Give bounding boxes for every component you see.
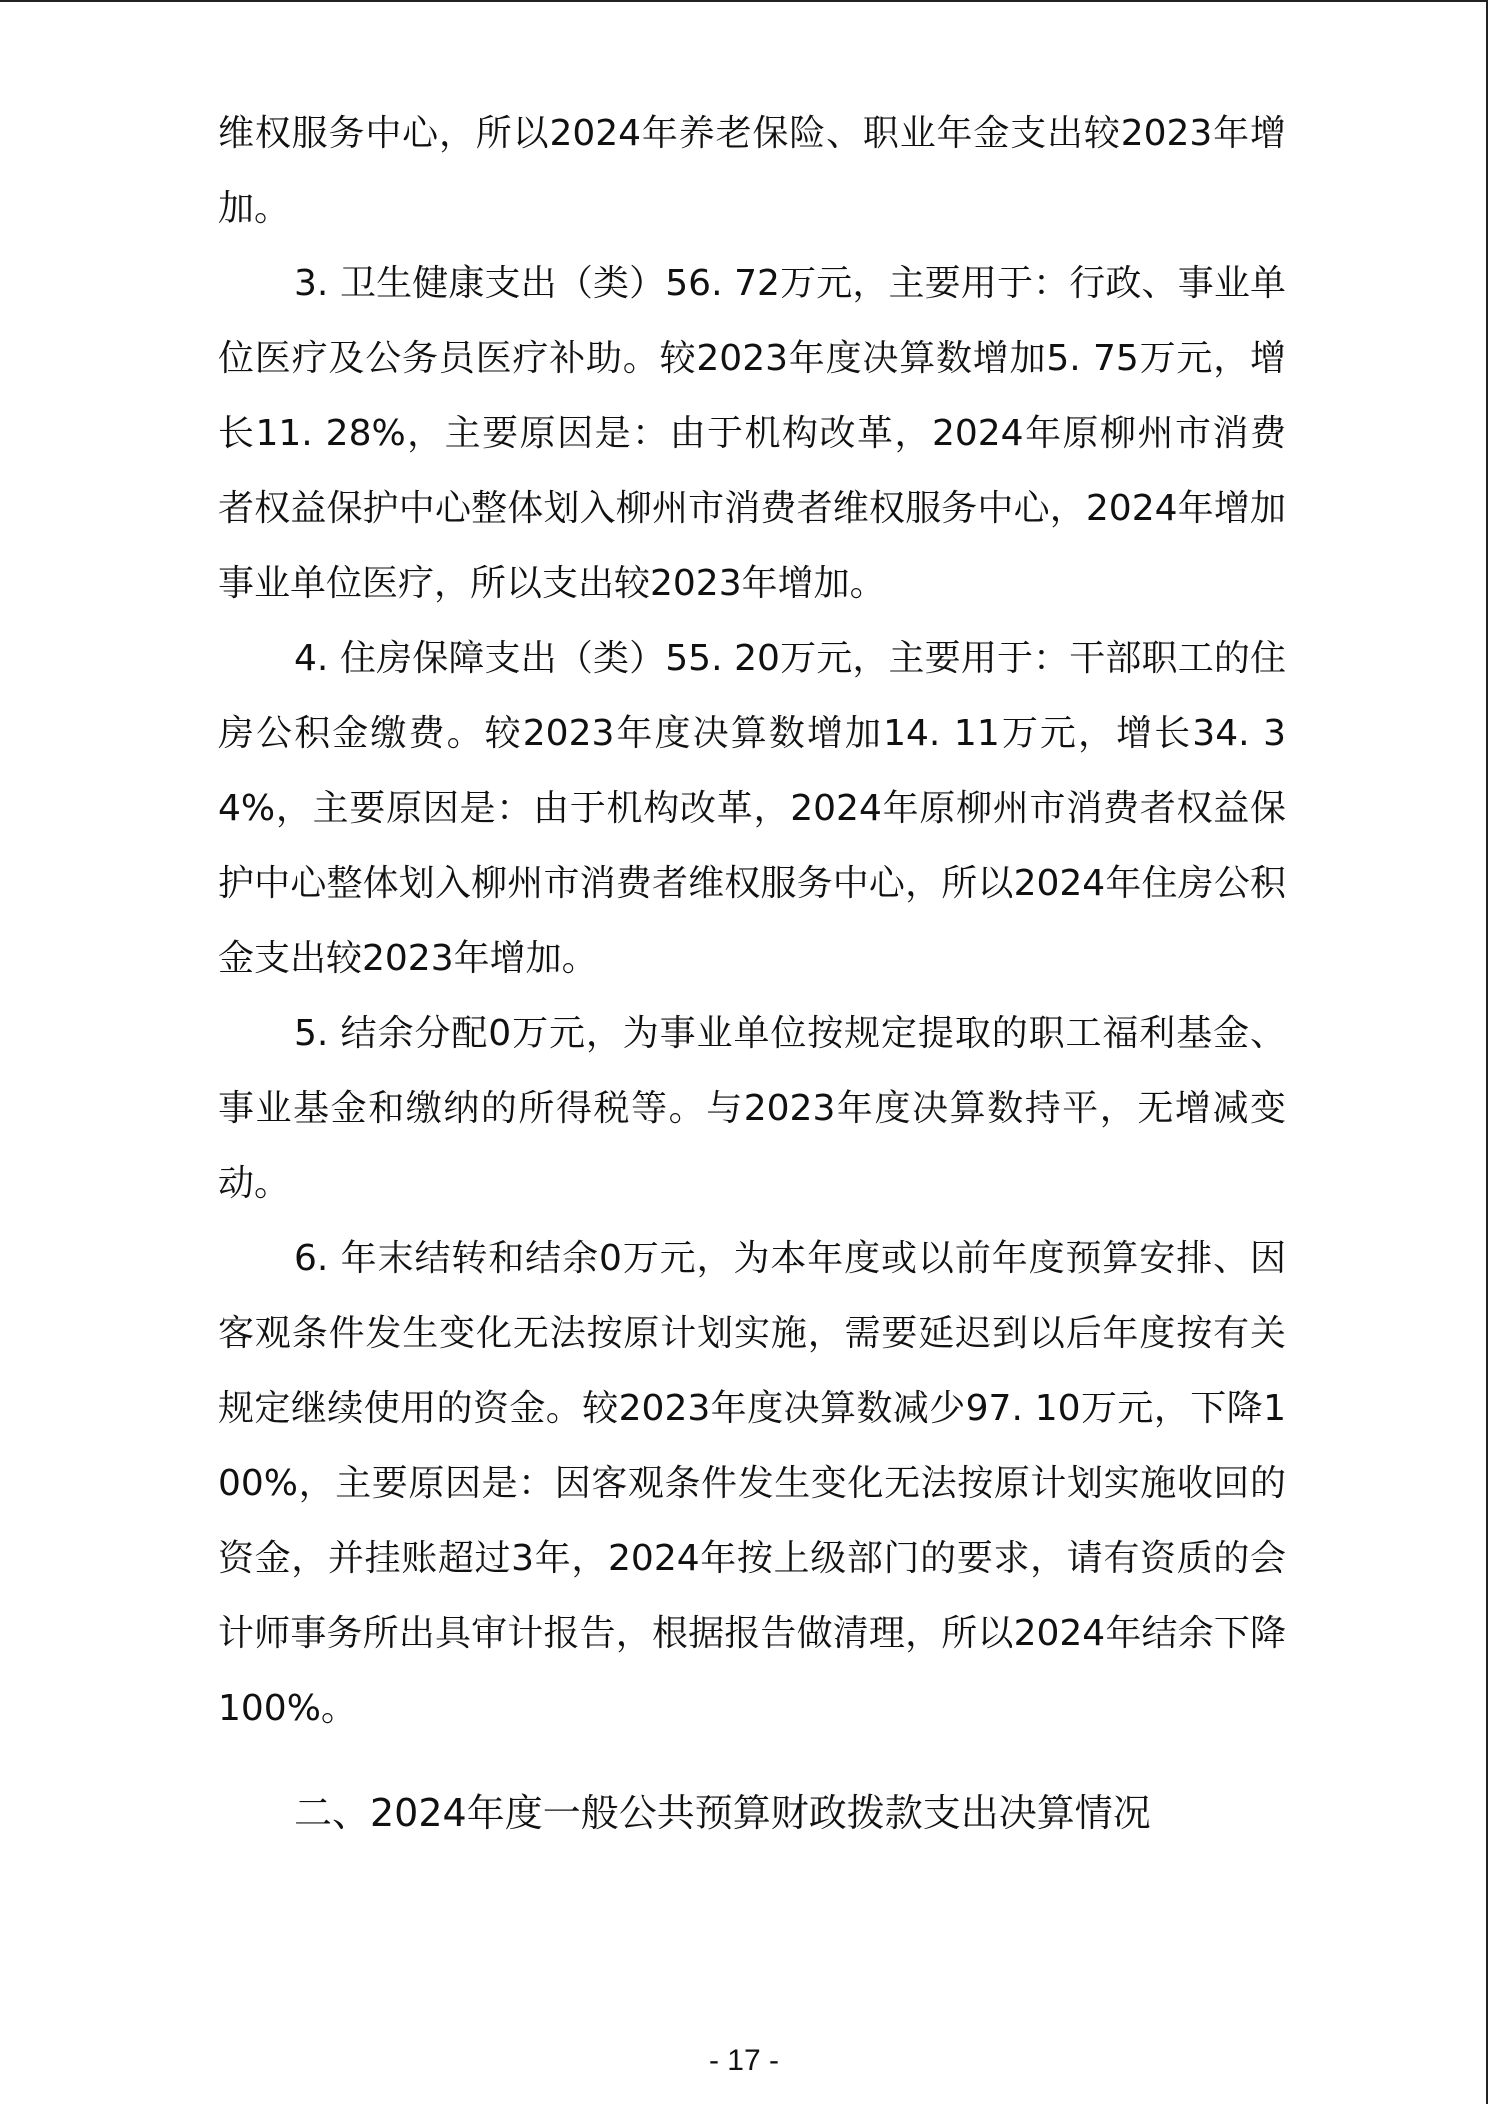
paragraph-housing-expenditure: 4. 住房保障支出（类）55. 20万元，主要用于：干部职工的住房公积金缴费。较2023年度决算数增加14. 11万元，增长34. 34%，主要原因是：由于机构改革，2024年原柳州市消费者权益保护中心整体划入柳州市消费者维权服务中心，所以2024年住房公积金支出较2023年增加。 (218, 638, 1286, 979)
paragraph-surplus-distribution: 5. 结余分配0万元，为事业单位按规定提取的职工福利基金、事业基金和缴纳的所得税等。与2023年度决算数持平，无增减变动。 (218, 1013, 1286, 1204)
document-body (218, 96, 1286, 1851)
paragraph-continuation: 维权服务中心，所以2024年养老保险、职业年金支出较2023年增加。 (218, 113, 1286, 229)
paragraph-year-end-carryover: 6. 年末结转和结余0万元，为本年度或以前年度预算安排、因客观条件发生变化无法按原计划实施，需要延迟到以后年度按有关规定继续使用的资金。较2023年度决算数减少97. 10万元，下降100%，主要原因是：因客观条件发生变化无法按原计划实施收回的资金，并挂账超过3年，2024年按上级部门的要求，请有资质的会计师事务所出具审计报告，根据报告做清理，所以2024年结余下降100%。 (218, 1238, 1286, 1729)
page-number: - 17 - (708, 2044, 780, 2077)
section-heading: 二、2024年度一般公共预算财政拨款支出决算情况 (294, 1791, 1151, 1835)
paragraph-health-expenditure: 3. 卫生健康支出（类）56. 72万元，主要用于：行政、事业单位医疗及公务员医疗补助。较2023年度决算数增加5. 75万元，增长11. 28%，主要原因是：由于机构改革，2024年原柳州市消费者权益保护中心整体划入柳州市消费者维权服务中心，2024年增加事业单位医疗，所以支出较2023年增加。 (218, 263, 1286, 604)
